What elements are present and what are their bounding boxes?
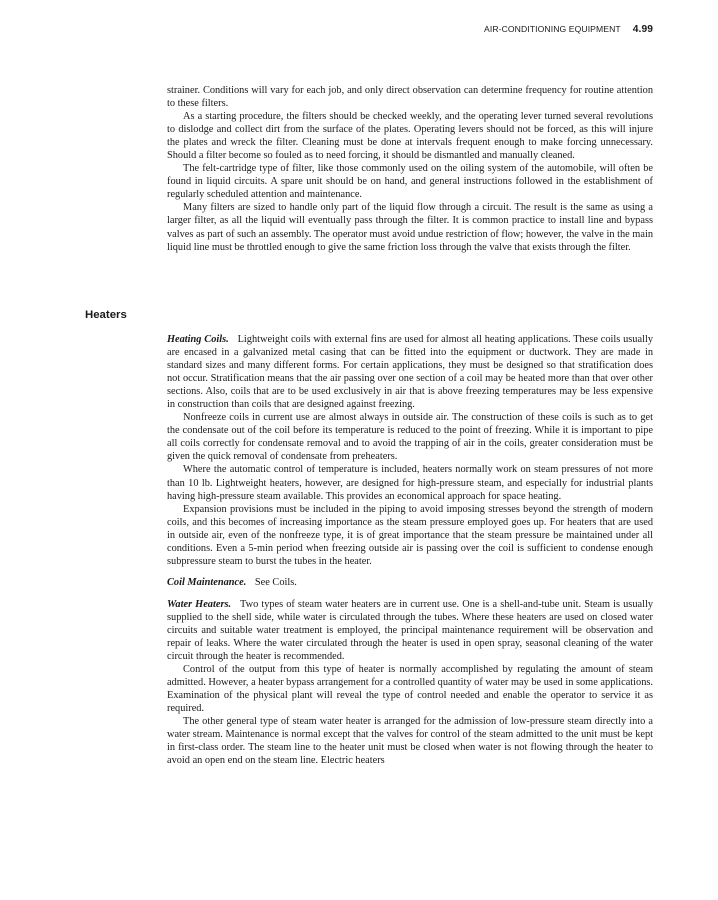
heating-coils-paragraph [167,333,653,411]
subheading: Coil Maintenance. [167,577,247,589]
running-title: AIR-CONDITIONING EQUIPMENT [484,24,621,34]
filter-text-block [167,84,653,254]
paragraph: Where the automatic control of temperature is included, heaters normally work on steam pressures of not more than 10 lb. Lightweight heaters, however, are designed for high-pressure steam, and especially for industrial plants having high-pressure steam available. This provides an economical approach for space heating. [167,464,653,502]
running-header [167,24,653,35]
subheading: Water Heaters. [167,598,232,610]
paragraph: Control of the output from this type of heater is normally accomplished by regulating the amount of steam admitted. However, a heater bypass arrangement for a controlled quantity of water may be used in some applications. Examination of the physical plant will reveal the type of control needed and enable the operator to service it as required. [167,664,653,715]
paragraph-body: Lightweight coils with external fins are used for almost all heating applications. These coils usually are encased in a galvanized metal casing that can be fitted into the equipment or ductwork. They are made in standard sizes and many different forms. For certain applications, they must be designed so that stratification does not occur. Stratification means that the air passing over one section of a coil may be heated more than that over other sections. Also, coils that are to be used exclusively in air that is above freezing temperatures may be less expensive in construction than coils that are designed against freezing. [167,334,653,411]
water-heaters-paragraph [167,598,653,663]
paragraph: Nonfreeze coils in current use are almost always in outside air. The construction of these coils is such as to get the condensate out of the coil before its temperature is reduced to the point of freezing. While it is important to pipe all coils correctly for condensate removal and to avoid the trapping of air in the coils, greater consideration must be given the quick removal of condensate from preheaters. [167,412,653,463]
coil-maintenance-paragraph [167,576,653,589]
paragraph: strainer. Conditions will vary for each job, and only direct observation can determine frequency for routine attention to these filters. [167,85,653,110]
paragraph: As a starting procedure, the filters should be checked weekly, and the operating lever turned several revolutions to dislodge and collect dirt from the surface of the plates. Operating levers should not be forced, as this will injure the plates and wreck the filter. Cleaning must be done at intervals frequent enough to make forcing unnecessary. Should a filter become so fouled as to need forcing, it should be dismantled and manually cleaned. [167,111,653,162]
paragraph-body: Two types of steam water heaters are in current use. One is a shell-and-tube unit. Steam is usually supplied to the shell side, while water is circulated through the tubes. Where these heaters are used on closed water circuits and suitable water treatment is employed, the principal maintenance requirement will be observation and repair of leaks. Where the water circulated through the heater is used in open spray, seasonal cleaning of the water circuit through the heater is recommended. [167,598,654,663]
heaters-text-block [167,333,653,768]
paragraph: The other general type of steam water heater is arranged for the admission of low-pressure steam directly into a water stream. Maintenance is normal except that the valves for control of the steam admitted to the unit must be kept in first-class order. The steam line to the heater unit must be closed when water is not flowing through the heater to avoid an open end on the steam line. Electric heaters [167,716,653,767]
page-number: 4.99 [632,24,653,35]
paragraph: Many filters are sized to handle only part of the liquid flow through a circuit. The result is the same as using a larger filter, as all the liquid will eventually pass through the filter. It is common practice to install line and bypass valves as part of such an assembly. The operator must avoid undue restriction of flow; however, the valve in the main liquid line must be throttled enough to give the same friction loss through the valve that exists through the filter. [167,202,653,253]
paragraph: The felt-cartridge type of filter, like those commonly used on the oiling system of the automobile, will often be found in liquid circuits. A spare unit should be on hand, and general instructions followed in the establishment of regularly scheduled attention and maintenance. [167,163,653,201]
paragraph: Expansion provisions must be included in the piping to avoid imposing stresses beyond the strength of modern coils, and this becomes of increasing importance as the steam pressure employed goes up. For heaters that are used in outside air, even of the nonfreeze type, it is of great importance that the steam pressure be maintained under all conditions. Even a 5-min period when freezing outside air is passing over the coil is sufficient to condense enough subpressure steam to burst the tubes in the heater. [167,503,653,567]
subheading: Heating Coils. [167,334,229,345]
section-heading: Heaters [85,309,127,321]
paragraph-body: See Coils. [254,577,297,589]
